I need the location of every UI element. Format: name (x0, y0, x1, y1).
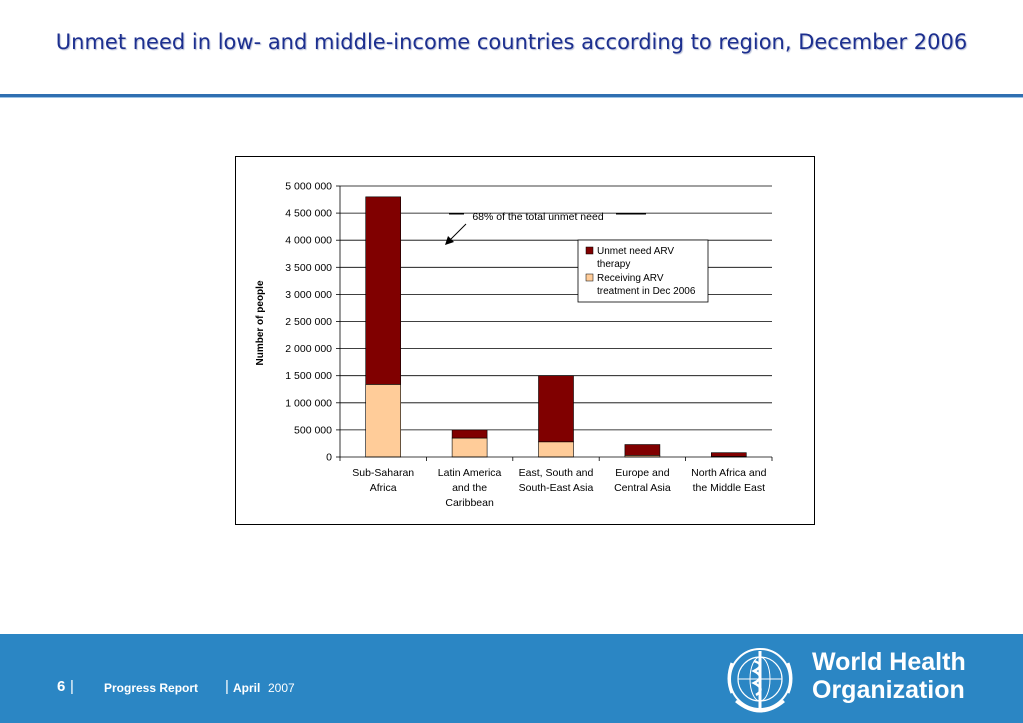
legend-label-receiving: treatment in Dec 2006 (597, 286, 696, 297)
x-category-label: and the (452, 482, 488, 494)
legend-label-unmet: therapy (597, 259, 631, 270)
org-name-line2: Organization (812, 676, 965, 704)
legend-swatch-unmet (586, 247, 593, 254)
y-tick-label: 1 500 000 (285, 370, 332, 383)
who-wordmark (812, 648, 966, 704)
x-category-label: North Africa and (691, 467, 767, 479)
y-tick-label: 5 000 000 (285, 180, 332, 193)
y-tick-label: 0 (326, 451, 332, 464)
bar-series (366, 197, 747, 457)
x-category-label: Caribbean (445, 497, 494, 509)
x-category-label: Africa (369, 482, 397, 494)
bar-segment (539, 376, 574, 442)
legend (578, 240, 708, 302)
slide-title: Unmet need in low- and middle-income countries according to region, December 2006 (55, 30, 968, 54)
bar-segment (452, 430, 487, 438)
bar-segment (625, 445, 660, 456)
legend-swatch-receiving (586, 274, 593, 281)
footer-separator: | (225, 678, 229, 695)
org-name-line1: World Health (812, 648, 966, 676)
footer-report-label: Progress Report (104, 681, 199, 695)
bar-segment (366, 384, 401, 457)
y-tick-label: 1 000 000 (285, 397, 332, 410)
y-tick-label: 2 000 000 (285, 343, 332, 356)
x-category-label: East, South and (518, 467, 594, 479)
y-tick-label: 3 000 000 (285, 288, 332, 301)
chart-frame (235, 156, 815, 525)
bar-segment (366, 197, 401, 385)
y-axis-title: Number of people (255, 280, 266, 366)
x-category-label: Central Asia (614, 482, 671, 494)
y-tick-label: 500 000 (294, 424, 332, 437)
footer-bar (0, 634, 1023, 723)
legend-label-receiving: Receiving ARV (597, 273, 664, 284)
x-category-label: Europe and (615, 467, 670, 479)
y-tick-label: 2 500 000 (285, 316, 332, 328)
bar-segment (539, 442, 574, 457)
footer-month: April (233, 681, 261, 695)
x-category-label: Latin America (437, 467, 502, 479)
who-emblem-icon (718, 637, 802, 721)
annotation-arrow (449, 224, 466, 241)
y-tick-label: 3 500 000 (285, 261, 332, 274)
legend-label-unmet: Unmet need ARV (597, 246, 675, 257)
bar-segment (711, 453, 746, 457)
x-category-label: the Middle East (692, 482, 765, 494)
x-category-label: South-East Asia (518, 482, 594, 494)
title-divider (0, 94, 1023, 98)
axis-labels (285, 181, 766, 510)
y-tick-label: 4 000 000 (285, 234, 332, 247)
annotation-text: 68% of the total unmet need (472, 211, 604, 223)
y-tick-label: 4 500 000 (285, 207, 332, 220)
bar-segment (452, 438, 487, 457)
footer-separator: | (70, 678, 74, 695)
footer-year: 2007 (268, 681, 295, 695)
x-category-label: Sub-Saharan (352, 467, 415, 479)
stacked-bar-chart (236, 157, 814, 524)
page-number: 6 (57, 678, 66, 695)
